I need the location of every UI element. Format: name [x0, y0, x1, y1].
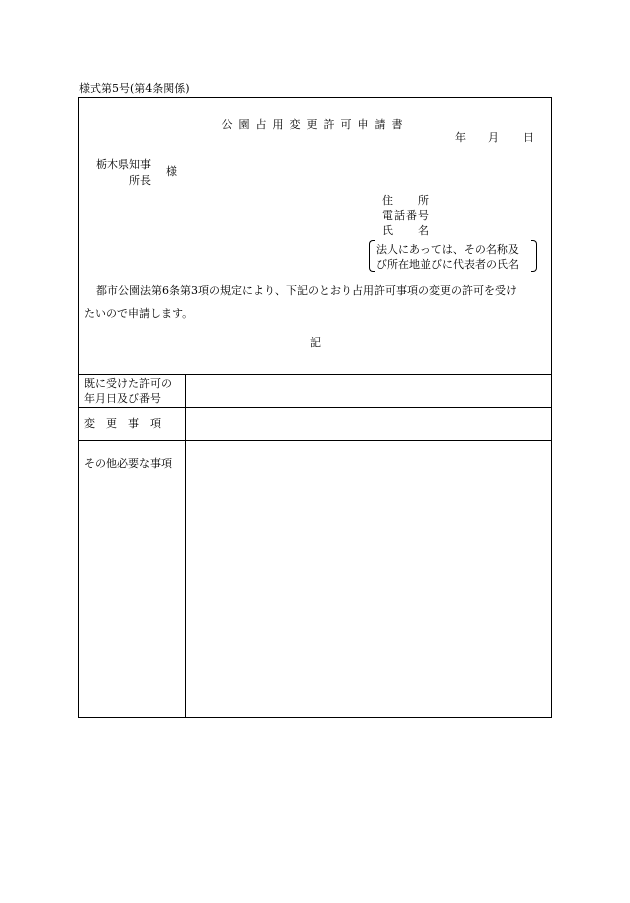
date-day: 日: [523, 131, 534, 144]
column-divider: [185, 374, 186, 718]
change-items-label: 変 更 事 項: [84, 417, 161, 430]
date-month: 月: [488, 131, 499, 144]
change-items-field[interactable]: [187, 409, 551, 440]
phone-label: 電話番号: [382, 209, 430, 222]
addressee-governor: 栃木県知事: [96, 158, 151, 171]
prior-permit-label-line-2: 年月日及び番号: [84, 392, 161, 405]
ki-heading: 記: [310, 336, 321, 349]
form-id: 様式第5号(第4条関係): [79, 82, 190, 95]
bracket-left: [369, 240, 375, 272]
prior-permit-label-line-1: 既に受けた許可の: [84, 377, 172, 390]
bracket-right: [531, 240, 537, 272]
body-text-line-1: 都市公園法第6条第3項の規定により、下記のとおり占用許可事項の変更の許可を受け: [96, 284, 517, 297]
prior-permit-field[interactable]: [187, 376, 551, 407]
address-label: 住 所: [382, 194, 430, 207]
other-items-label: その他必要な事項: [84, 457, 172, 470]
body-text-line-2: たいので申請します。: [84, 307, 194, 320]
name-label: 氏 名: [382, 224, 430, 237]
document-title: 公園占用変更許可申請書: [221, 118, 409, 131]
corporation-note: [369, 240, 537, 272]
note-line-2: び所在地並びに代表者の氏名: [376, 258, 519, 271]
table-top-border: [78, 374, 552, 375]
other-items-field[interactable]: [187, 442, 551, 717]
addressee-honorific: 様: [166, 165, 177, 178]
row-divider-1: [78, 407, 552, 408]
row-divider-2: [78, 440, 552, 441]
addressee-director: 所長: [129, 174, 151, 187]
date-year: 年: [455, 131, 466, 144]
note-line-1: 法人にあっては、その名称及: [376, 243, 519, 256]
